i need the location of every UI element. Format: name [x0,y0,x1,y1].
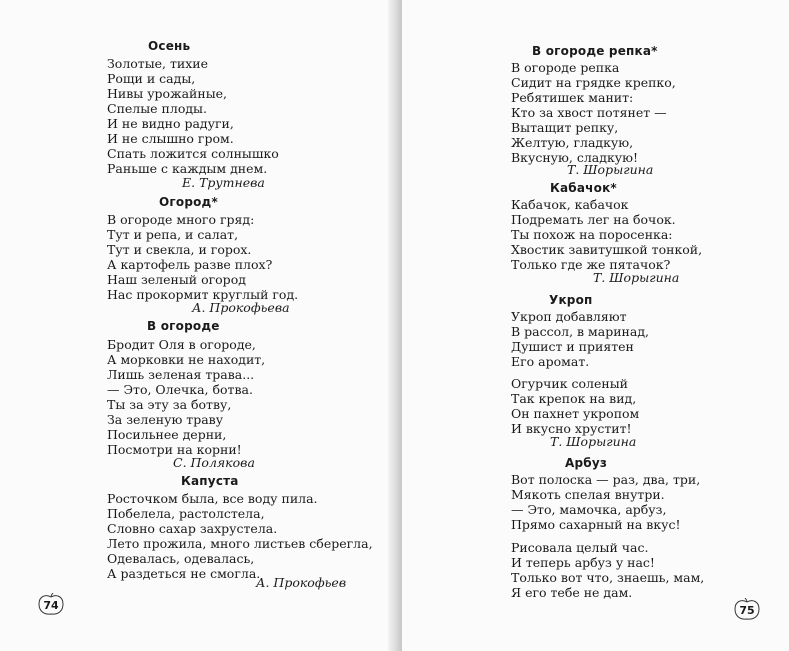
poem-line: Лишь зеленая трава... [107,367,255,382]
poem-line: Нас прокормит круглый год. [107,287,299,302]
poem-title-osen: Осень [148,39,191,53]
poem-line: Нивы урожайные, [107,86,228,101]
poem-line: Вот полоска — раз, два, три, [511,472,701,487]
poem-line: Его аромат. [511,354,590,369]
poem-title-arbuz: Арбуз [565,456,608,470]
poem-line: Кто за хвост потянет — [511,105,667,120]
poem-line: Мякоть спелая внутри. [511,487,665,502]
poem-line: И не видно радуги, [107,116,234,131]
page-number-right: 75 [732,598,762,622]
poem-line: Бродит Оля в огороде, [107,337,256,352]
poem-line: Спать ложится солнышко [107,146,279,161]
poem-line: Вытащит репку, [511,120,619,135]
poem-author: А. Прокофьев [256,575,347,590]
poem-line: Ты похож на поросенка: [511,227,673,242]
poem-line: Росточком была, все воду пила. [107,491,318,506]
poem-line: Желтую, гладкую, [511,135,634,150]
poem-line: В рассол, в маринад, [511,324,650,339]
poem-line: За зеленую траву [107,412,224,427]
poem-line: Побелела, растолстела, [107,506,265,521]
poem-line: Я его тебе не дам. [511,585,633,600]
poem-line: В огороде репка [511,60,620,75]
poem-line: Только где же пятачок? [511,257,671,272]
page-number-left: 74 [36,593,66,617]
poem-author: А. Прокофьева [192,300,290,315]
poem-title-ukrop: Укроп [549,293,593,307]
poem-line: Прямо сахарный на вкус! [511,517,681,532]
poem-line: Золотые, тихие [107,56,209,71]
poem-line: Ребятишек манит: [511,90,634,105]
poem-line: Хвостик завитушкой тонкой, [511,242,703,257]
poem-line: Кабачок, кабачок [511,197,629,212]
poem-line: Тут и репа, и салат, [107,227,239,242]
poem-line: Одевалась, одевалась, [107,551,255,566]
poem-line: Раньше с каждым днем. [107,161,268,176]
poem-author: Т. Шорыгина [593,270,680,285]
poem-line: А картофель разве плох? [107,257,273,272]
poem-title-v-ogorode: В огороде [147,319,220,333]
poem-title-ogorod: Огород* [159,195,218,209]
poem-line: Рисовала целый час. [511,540,649,555]
poem-line: И не слышно гром. [107,131,234,146]
poem-line: Посильнее дерни, [107,427,227,442]
poem-line: Укроп добавляют [511,309,627,324]
poem-line: Так крепок на вид, [511,391,637,406]
poem-line: — Это, мамочка, арбуз, [511,502,667,517]
poem-line: Он пахнет укропом [511,406,640,421]
poem-author: Е. Трутнева [182,175,265,190]
poem-line: Огурчик соленый [511,376,629,391]
poem-line: Сидит на грядке крепко, [511,75,676,90]
poem-title-kabachok: Кабачок* [550,181,617,195]
poem-line: Спелые плоды. [107,101,207,116]
poem-line: Вкусную, сладкую! [511,150,639,165]
poem-line: Тут и свекла, и горох. [107,242,252,257]
poem-author: Т. Шорыгина [550,434,637,449]
poem-line: — Это, Олечка, ботва. [107,382,253,397]
poem-line: А раздеться не смогла. [107,566,261,581]
poem-line: Рощи и сады, [107,71,196,86]
poem-line: Наш зеленый огород [107,272,246,287]
poem-author: С. Полякова [173,455,255,470]
poem-author: Т. Шорыгина [567,162,654,177]
poem-line: Лето прожила, много листьев сберегла, [107,536,373,551]
poem-line: А морковки не находит, [107,352,266,367]
poem-title-repka: В огороде репка* [532,44,658,58]
poem-line: Ты за эту за ботву, [107,397,232,412]
poem-line: Подремать лег на бочок. [511,212,676,227]
poem-title-kapusta: Капуста [181,474,239,488]
poem-line: И теперь арбуз у нас! [511,555,655,570]
poem-line: Душист и приятен [511,339,634,354]
poem-line: Только вот что, знаешь, мам, [511,570,705,585]
poem-line: В огороде много гряд: [107,212,255,227]
poem-line: Словно сахар захрустела. [107,521,278,536]
poem-line: Посмотри на корни! [107,442,242,457]
poem-line: И вкусно хрустит! [511,421,632,436]
